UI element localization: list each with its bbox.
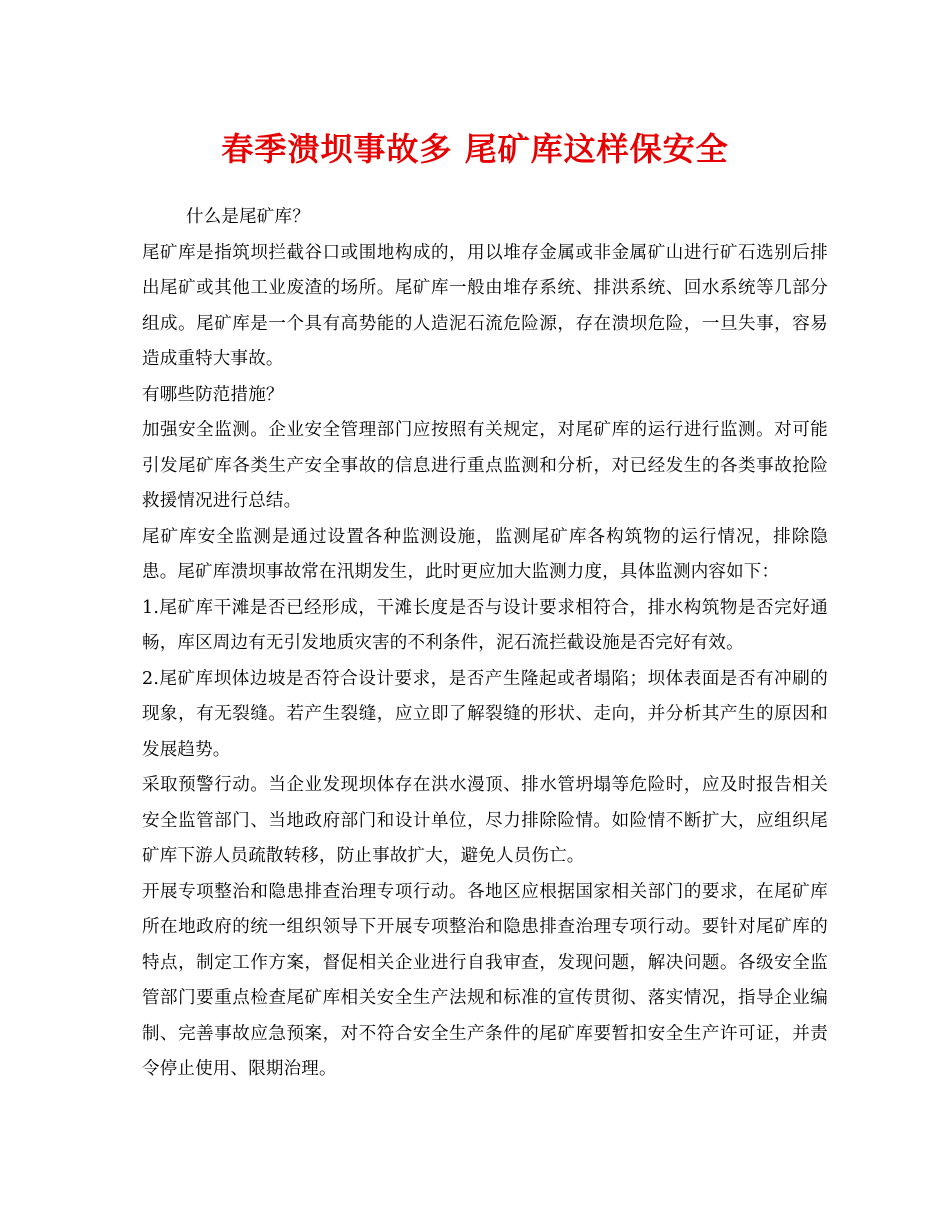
document-body bbox=[142, 200, 828, 1088]
paragraph-monitoring-facilities: 尾矿库安全监测是通过设置各种监测设施，监测尾矿库各构筑物的运行情况，排除隐患。尾矿库溃坝事故常在汛期发生，此时更应加大监测力度，具体监测内容如下： bbox=[142, 526, 828, 582]
document-title: 春季溃坝事故多 尾矿库这样保安全 bbox=[221, 130, 729, 168]
paragraph-strengthen-monitoring: 加强安全监测。企业安全管理部门应按照有关规定，对尾矿库的运行进行监测。对可能引发尾矿库各类生产安全事故的信息进行重点监测和分析，对已经发生的各类事故抢险救援情况进行总结。 bbox=[142, 420, 828, 511]
paragraph-definition: 尾矿库是指筑坝拦截谷口或围地构成的，用以堆存金属或非金属矿山进行矿石选别后排出尾矿或其他工业废渣的场所。尾矿库一般由堆存系统、排洪系统、回水系统等几部分组成。尾矿库是一个具有高势能的人造泥石流危险源，存在溃坝危险，一旦失事，容易造成重特大事故。 bbox=[142, 242, 828, 369]
paragraph-item-2: 2.尾矿库坝体边坡是否符合设计要求，是否产生隆起或者塌陷；坝体表面是否有冲刷的现象，有无裂缝。若产生裂缝，应立即了解裂缝的形状、走向，并分析其产生的原因和发展趋势。 bbox=[142, 668, 828, 760]
paragraph-early-warning: 采取预警行动。当企业发现坝体存在洪水漫顶、排水管坍塌等危险时，应及时报告相关安全监管部门、当地政府部门和设计单位，尽力排除险情。如险情不断扩大，应组织尾矿库下游人员疏散转移，防止事故扩大，避免人员伤亡。 bbox=[142, 775, 828, 866]
paragraph-question-what-is: 什么是尾矿库？ bbox=[186, 207, 310, 227]
paragraph-question-measures: 有哪些防范措施？ bbox=[142, 384, 284, 405]
paragraph-special-rectification: 开展专项整治和隐患排查治理专项行动。各地区应根据国家相关部门的要求，在尾矿库所在地政府的统一组织领导下开展专项整治和隐患排查治理专项行动。要针对尾矿库的特点，制定工作方案，督促相关企业进行自我审查，发现问题，解决问题。各级安全监管部门要重点检查尾矿库相关安全生产法规和标准的宣传贯彻、落实情况，指导企业编制、完善事故应急预案，对不符合安全生产条件的尾矿库要暂扣安全生产许可证，并责令停止使用、限期治理。 bbox=[142, 881, 828, 1079]
paragraph-item-1: 1.尾矿库干滩是否已经形成，干滩长度是否与设计要求相符合，排水构筑物是否完好通畅，库区周边有无引发地质灾害的不利条件，泥石流拦截设施是否完好有效。 bbox=[142, 597, 828, 653]
